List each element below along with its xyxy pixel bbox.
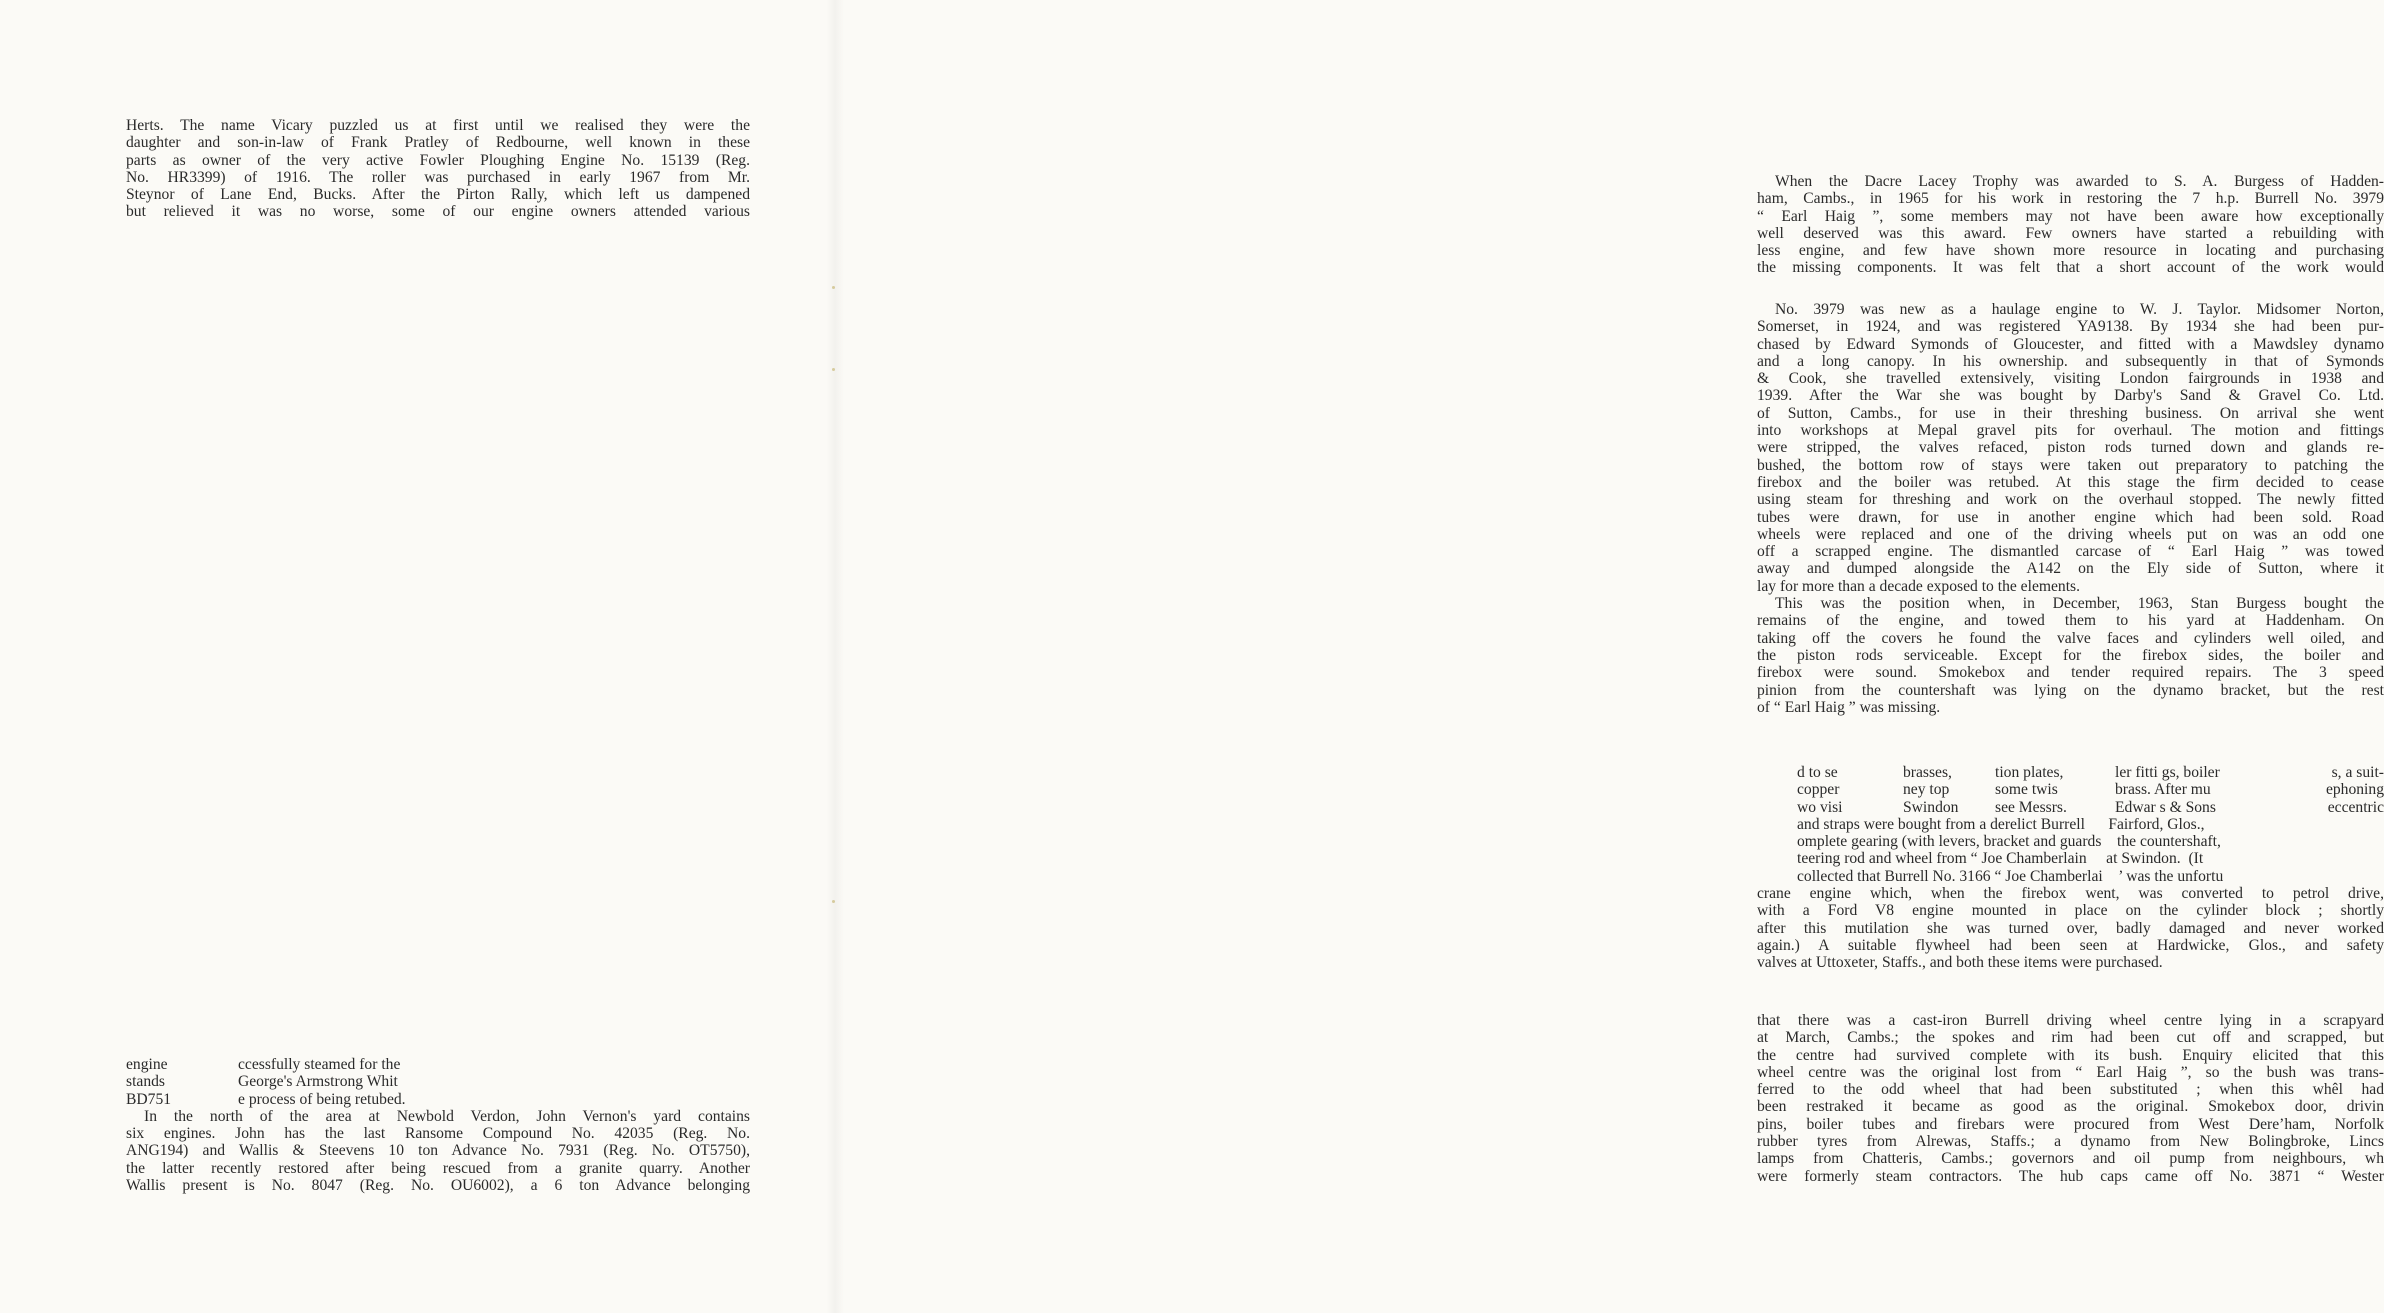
text-line: were formerly steam contractors. The hub caps came off No. 3871 “ Wester — [1757, 1167, 2384, 1185]
text-line: been restraked it became as good as the original. Smokebox door, drivin — [1757, 1098, 2384, 1116]
text-line: firebox were sound. Smokebox and tender required repairs. The 3 speed — [1757, 664, 2384, 682]
text-line: When the Dacre Lacey Trophy was awarded to S. A. Burgess of Hadden- — [1775, 173, 2384, 190]
text-line: No. HR3399) of 1916. The roller was purchased in early 1967 from Mr. — [126, 168, 750, 186]
fragment-text: brass. After mu — [2115, 781, 2211, 799]
text-line: remains of the engine, and towed them to his yard at Haddenham. On — [1757, 612, 2384, 630]
text-line: the missing components. It was felt that a short account of the work would — [1757, 259, 2384, 277]
text-line: less engine, and few have shown more resource in locating and purchasing — [1757, 242, 2384, 260]
text-line: tubes were drawn, for use in another engine which had been sold. Road — [1757, 508, 2384, 526]
fragment-text: ephoning — [2325, 781, 2384, 799]
fragment-text: ney top — [1903, 781, 1950, 799]
fragment-text: ccessfully steamed for the — [238, 1056, 401, 1073]
text-line: ferred to the odd wheel that had been substituted ; when this whêl had — [1757, 1081, 2384, 1099]
text-line: again.) A suitable flywheel had been seen at Hardwicke, Glos., and safety — [1757, 936, 2384, 954]
text-line: ANG194) and Wallis & Steevens 10 ton Advance No. 7931 (Reg. No. OT5750), — [126, 1142, 750, 1160]
fragment-row — [126, 1091, 750, 1108]
text-line: away and dumped alongside the A142 on the Ely side of Sutton, where it — [1757, 560, 2384, 578]
right-paragraph-1 — [1757, 173, 2384, 277]
fragment-text: wo visi — [1797, 798, 1843, 816]
paper-speck — [832, 900, 835, 903]
text-line: of Sutton, Cambs., for use in their threshing business. On arrival she went — [1757, 404, 2384, 422]
left-top-paragraph — [126, 117, 750, 221]
text-line: This was the position when, in December, 1963, Stan Burgess bought the — [1775, 595, 2384, 613]
text-line: ham, Cambs., in 1965 for his work in restoring the 7 h.p. Burrell No. 3979 — [1757, 190, 2384, 208]
text-line: well deserved was this award. Few owners have started a rebuilding with — [1757, 224, 2384, 242]
fragment-text: copper — [1797, 781, 1840, 799]
text-line: were stripped, the valves refaced, piston rods turned down and glands re- — [1757, 439, 2384, 457]
fragment-text: Edwar s & Sons — [2115, 798, 2216, 816]
text-line: at March, Cambs.; the spokes and rim had been cut off and scrapped, but — [1757, 1029, 2384, 1047]
text-line: wheels were replaced and one of the driving wheels put on was an odd one — [1757, 525, 2384, 543]
text-line: Somerset, in 1924, and was registered YA9138. By 1934 she had been pur- — [1757, 318, 2384, 336]
text-line: 1939. After the War she was bought by Darby's Sand & Gravel Co. Ltd. — [1757, 387, 2384, 405]
fragment-row — [1757, 799, 2384, 816]
text-line: lamps from Chatteris, Cambs.; governors and oil pump from neighbours, wh — [1757, 1150, 2384, 1168]
fragment-text: Swindon — [1903, 798, 1959, 816]
text-line: daughter and son-in-law of Frank Pratley of Redbourne, well known in these — [126, 134, 750, 152]
text-line: and a long canopy. In his ownership. and subsequently in that of Symonds — [1757, 352, 2384, 370]
text-line: but relieved it was no worse, some of our engine owners attended various — [126, 203, 750, 221]
right-paragraph-5 — [1757, 1012, 2384, 1185]
text-line: wheel centre was the original lost from “ Earl Haig ”, so the bush was trans- — [1757, 1063, 2384, 1081]
fragment-text: some twis — [1995, 781, 2058, 799]
text-line: parts as owner of the very active Fowler Ploughing Engine No. 15139 (Reg. — [126, 151, 750, 169]
fragment-text: see Messrs. — [1995, 798, 2067, 816]
fragment-row — [126, 1073, 750, 1090]
text-line: teering rod and wheel from “ Joe Chamberlain at Swindon. (It — [1797, 850, 2204, 868]
text-line: of “ Earl Haig ” was missing. — [1757, 698, 1941, 716]
text-line: & Cook, she travelled extensively, visiting London fairgrounds in 1938 and — [1757, 370, 2384, 388]
text-line: using steam for threshing and work on the overhaul stopped. The newly fitted — [1757, 491, 2384, 509]
text-line: “ Earl Haig ”, some members may not have been aware how exceptionally — [1757, 207, 2384, 225]
text-line: valves at Uttoxeter, Staffs., and both these items were purchased. — [1757, 954, 2163, 972]
fragment-row — [1757, 764, 2384, 781]
fragment-text: engine — [126, 1056, 168, 1073]
text-line: into workshops at Mepal gravel pits for overhaul. The motion and fittings — [1757, 422, 2384, 440]
text-line: that there was a cast-iron Burrell driving wheel centre lying in a scrapyard — [1757, 1012, 2384, 1029]
text-line: off a scrapped engine. The dismantled carcase of “ Earl Haig ” was towed — [1757, 543, 2384, 561]
text-line: the piston rods serviceable. Except for the firebox sides, the boiler and — [1757, 646, 2384, 664]
text-line: and straps were bought from a derelict Burrell Fairford, Glos., — [1797, 815, 2205, 833]
right-page — [835, 0, 2384, 1313]
text-line: after this mutilation she was turned over, badly damaged and never worked — [1757, 919, 2384, 937]
fragment-text: s, a suit- — [2331, 764, 2384, 781]
fragment-text: George's Armstrong Whit — [238, 1073, 398, 1091]
fragment-text: ler fitti gs, boiler — [2115, 764, 2220, 781]
text-line: collected that Burrell No. 3166 “ Joe Chamberlai ’ was the unfortu — [1797, 867, 2224, 885]
text-line: omplete gearing (with levers, bracket and guards the countershaft, — [1797, 833, 2221, 851]
fragment-text: eccentric — [2327, 798, 2384, 816]
text-line: In the north of the area at Newbold Verdon, John Vernon's yard contains — [144, 1107, 750, 1125]
fragment-text: tion plates, — [1995, 764, 2064, 781]
text-line: chased by Edward Symonds of Gloucester, and fitted with a Mawdsley dynamo — [1757, 335, 2384, 353]
text-line: Herts. The name Vicary puzzled us at first until we realised they were the — [126, 117, 750, 134]
text-line: firebox and the boiler was retubed. At this stage the firm decided to cease — [1757, 473, 2384, 491]
fragment-text: e process of being retubed. — [238, 1090, 406, 1108]
fragment-text: d to se — [1797, 764, 1838, 781]
paper-speck — [832, 368, 835, 371]
text-line: Steynor of Lane End, Bucks. After the Pirton Rally, which left us dampened — [126, 186, 750, 204]
fragment-text: BD751 — [126, 1090, 172, 1108]
text-line: pins, boiler tubes and firebars were procured from West Dereʼham, Norfolk — [1757, 1115, 2384, 1133]
text-line: pinion from the countershaft was lying on the dynamo bracket, but the rest — [1757, 681, 2384, 699]
right-paragraph-2 — [1757, 301, 2384, 716]
fragment-row — [126, 1056, 750, 1073]
paper-speck — [832, 286, 835, 289]
text-line: rubber tyres from Alrewas, Staffs.; a dynamo from New Bolingbroke, Lincs — [1757, 1133, 2384, 1151]
text-line: taking off the covers he found the valve faces and cylinders well oiled, and — [1757, 629, 2384, 647]
text-line: bushed, the bottom row of stays were taken out preparatory to patching the — [1757, 456, 2384, 474]
text-line: with a Ford V8 engine mounted in place on the cylinder block ; shortly — [1757, 902, 2384, 920]
left-bottom-section — [126, 1056, 750, 1194]
text-line: crane engine which, when the firebox went, was converted to petrol drive, — [1757, 885, 2384, 903]
fragment-row — [1757, 781, 2384, 798]
fragment-text: brasses, — [1903, 764, 1952, 781]
left-page — [0, 0, 835, 1313]
right-paragraph-4 — [1757, 764, 2384, 972]
text-line: Wallis present is No. 8047 (Reg. No. OU6002), a 6 ton Advance belonging — [126, 1177, 750, 1195]
text-line: the latter recently restored after being rescued from a granite quarry. Another — [126, 1159, 750, 1177]
text-line: the centre had survived complete with its bush. Enquiry elicited that this — [1757, 1046, 2384, 1064]
text-line: lay for more than a decade exposed to the elements. — [1757, 577, 2081, 595]
text-line: six engines. John has the last Ransome Compound No. 42035 (Reg. No. — [126, 1125, 750, 1143]
text-line: No. 3979 was new as a haulage engine to W. J. Taylor. Midsomer Norton, — [1775, 301, 2384, 318]
fragment-text: stands — [126, 1073, 165, 1091]
